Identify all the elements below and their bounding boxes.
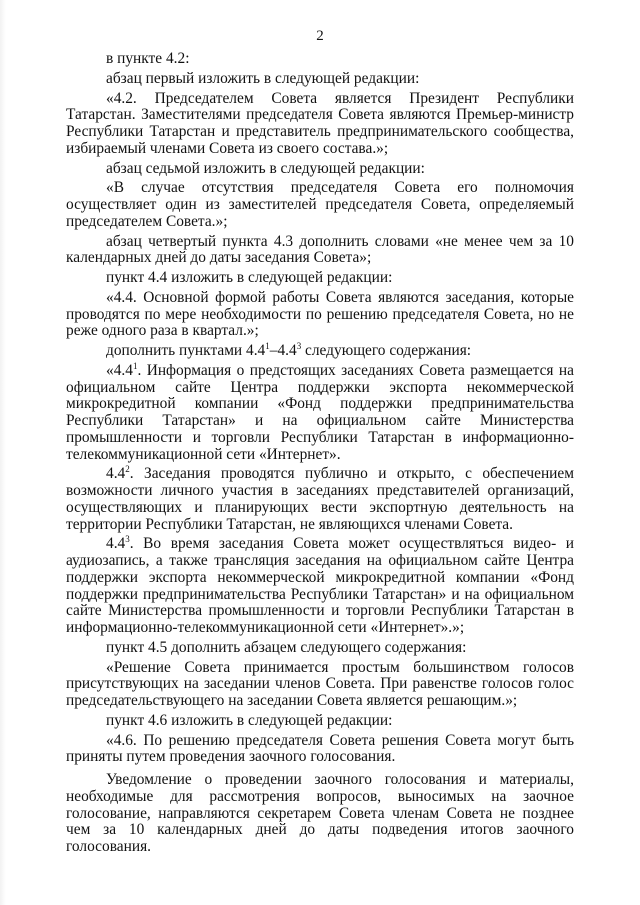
paragraph-quote-4-4-1 xyxy=(66,360,574,464)
page-number: 2 xyxy=(316,28,324,44)
point-text: . Заседания проводятся публично и открыто, с обеспечением возможности личного участия в заседаниях представителей организаций, осуществляющих и планирующих вести экспортную деятельность на территории Республики Татарстан, не являющихся членами Совета. xyxy=(66,465,574,533)
paragraph-seventh-abzac: абзац седьмой изложить в следующей редакции: xyxy=(106,159,425,177)
paragraph-first-abzac: абзац первый изложить в следующей редакции: xyxy=(106,69,420,87)
paragraph-4-4-3 xyxy=(66,536,574,637)
paragraph-add-points xyxy=(66,340,574,360)
paragraph-notification: Уведомление о проведении заочного голосования и материалы, необходимые для рассмотрения вопросов, выносимых на заочное голосование, направляются секретарем Совета членам Совета не позднее чем за 10 календарных дней до даты подведения итогов заочного голосования. xyxy=(66,771,574,855)
paragraph-quote-decision: «Решение Совета принимается простым большинством голосов присутствующих на заседании членов Совета. При равенстве голосов голос председательствующего на заседании Совета является решающим.»; xyxy=(66,658,574,709)
paragraph-quote-4-6: «4.6. По решению председателя Совета решения Совета могут быть приняты путем проведения заочного голосования. xyxy=(66,731,574,766)
add-points-tail: следующего содержания: xyxy=(301,342,472,359)
point-number: 4.4 xyxy=(106,535,126,553)
paragraph-quote-absence: «В случае отсутствия председателя Совета его полномочия осуществляет один из заместителей председателя Совета, определяемый председателем Совета.»; xyxy=(66,179,574,230)
paragraph-point-4-4: пункт 4.4 изложить в следующей редакции: xyxy=(106,269,393,286)
scan-edge-shadow xyxy=(0,0,6,905)
superscript: 1 xyxy=(132,360,138,371)
point-text: . Во время заседания Совета может осуществляться видео- и аудиозапись, а также трансляция заседания на официальном сайте Центра поддержки экспорта некоммерческой микрокредитной компании «Фонд поддержки предпринимательства Республики Татарстан» и на официальном сайте Министерства промышленности и торговли Республики Татарстан в информационно-телекоммуникационной сети «Интернет».»; xyxy=(66,535,574,636)
paragraph-point-4-3: абзац четвертый пункта 4.3 дополнить словами «не менее чем за 10 календарных дней до даты заседания Совета»; xyxy=(66,232,574,267)
add-points-range: –4.4 xyxy=(269,342,297,359)
superscript: 1 xyxy=(265,340,270,351)
superscript: 3 xyxy=(125,534,130,545)
superscript: 3 xyxy=(296,340,302,351)
point-text: . Информация о предстоящих заседаниях Совета размещается на официальном сайте Центра поддержки экспорта некоммерческой микрокредитной компании «Фонд поддержки предпринимательства Республики Татарстан» и на официальном сайте Министерства промышленности и торговли Республики Татарстан в информационно-телекоммуникационной сети «Интернет». xyxy=(66,361,574,463)
superscript: 2 xyxy=(125,464,130,475)
document-body xyxy=(66,51,574,856)
paragraph-quote-4-4: «4.4. Основной формой работы Совета являются заседания, которые проводятся по мере необходимости по решению председателя Совета, но не реже одного раза в квартал.»; xyxy=(66,288,574,340)
paragraph-point-4-2: в пункте 4.2: xyxy=(106,50,190,67)
paragraph-point-4-5: пункт 4.5 дополнить абзацем следующего содержания: xyxy=(106,638,467,656)
paragraph-4-4-2 xyxy=(66,466,574,533)
add-points-text: дополнить пунктами 4.4 xyxy=(106,342,266,359)
paragraph-quote-4-2: «4.2. Председателем Совета является Президент Республики Татарстан. Заместителями председателя Совета являются Премьер-министр Республики Татарстан и представитель предпринимательского сообщества, избираемый членами Совета из своего состава.»; xyxy=(66,89,574,157)
point-number: «4.4 xyxy=(106,361,133,379)
paragraph-point-4-6: пункт 4.6 изложить в следующей редакции: xyxy=(106,711,393,729)
point-number: 4.4 xyxy=(106,465,126,483)
